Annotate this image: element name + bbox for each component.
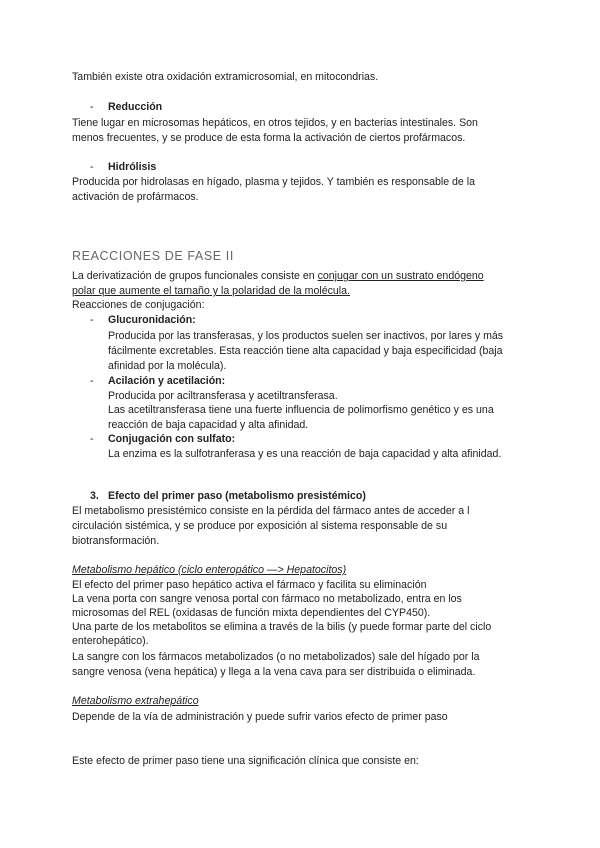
bullet-dash: - (90, 101, 94, 113)
fase2-intro-text: La derivatización de grupos funcionales consiste en (72, 270, 318, 282)
fase2-intro-underlined-2: polar que aumente el tamaño y la polaridad de la molécula. (72, 285, 350, 297)
fase2-intro-underlined-1: conjugar con un sustrato endógeno (317, 270, 484, 282)
paragraph-extramicrosomial: También existe otra oxidación extramicrosomial, en mitocondrias. (72, 71, 379, 83)
section-title-reduccion: Reducción (108, 101, 163, 113)
item-title-acilacion: Acilación y acetilación: (108, 375, 226, 387)
fase2-intro-line-1 (72, 269, 484, 283)
bullet-dash: - (90, 314, 94, 326)
sulfato-line-1: La enzima es la sulfotranferasa y es una reacción de baja capacidad y alta afinidad. (108, 448, 502, 460)
hidrolisis-line-1: Producida por hidrolasas en hígado, plasma y tejidos. Y también es responsable de la (72, 176, 476, 188)
extrahepatico-line-1: Depende de la vía de administración y puede sufrir varios efecto de primer paso (72, 711, 448, 723)
section-title-hidrolisis: Hidrólisis (108, 161, 157, 173)
heading-fase-ii: REACCIONES DE FASE II (72, 249, 234, 263)
acilacion-line-1: Producida por aciltransferasa y acetiltransferasa. (108, 390, 338, 402)
hepatico-line-4: Una parte de los metabolitos se elimina a través de la bilis (y puede formar parte del ciclo (72, 621, 492, 633)
reduccion-line-1: Tiene lugar en microsomas hepáticos, en otros tejidos, y en bacterias intestinales. Son (72, 117, 478, 129)
section-number: 3. (90, 490, 99, 502)
closing-paragraph: Este efecto de primer paso tiene una significación clínica que consiste en: (72, 755, 419, 767)
reduccion-line-2: menos frecuentes, y se produce de esta forma la activación de ciertos profármacos. (72, 132, 466, 144)
hidrolisis-line-2: activación de profármacos. (72, 191, 199, 203)
glucuronidacion-line-3: afinidad por la molécula). (108, 360, 227, 372)
subheading-metabolismo-hepatico: Metabolismo hepático (ciclo enteropático —> Hepatocitos) (72, 564, 347, 576)
item-title-glucuronidacion: Glucuronidación: (108, 314, 196, 326)
conjugation-label: Reacciones de conjugación: (72, 299, 205, 311)
hepatico-line-6: La sangre con los fármacos metabolizados (o no metabolizados) sale del hígado por la (72, 651, 480, 663)
primer-paso-line-1: El metabolismo presistémico consiste en la pérdida del fármaco antes de acceder a l (72, 505, 470, 517)
bullet-dash: - (90, 375, 94, 387)
primer-paso-line-2: circulación sistémica, y se produce por exposición al sistema responsable de su (72, 520, 448, 532)
acilacion-line-2: Las acetiltransferasa tiene una fuerte influencia de polimorfismo genético y es una (108, 404, 494, 416)
glucuronidacion-line-1: Producida por las transferasas, y los productos suelen ser inactivos, por lares y más (108, 330, 504, 342)
hepatico-line-2: La vena porta con sangre venosa portal con fármaco no metabolizado, entra en los (72, 593, 462, 605)
section-title-primer-paso: Efecto del primer paso (metabolismo presistémico) (108, 490, 366, 502)
subheading-metabolismo-extrahepatico: Metabolismo extrahepático (72, 695, 199, 707)
hepatico-line-7: sangre venosa (vena hepática) y llega a la vena cava para ser distribuida o eliminada. (72, 666, 476, 678)
bullet-dash: - (90, 161, 94, 173)
hepatico-line-1: El efecto del primer paso hepático activa el fármaco y facilita su eliminación (72, 579, 427, 591)
hepatico-line-3: microsomas del REL (oxidasas de función mixta dependientes del CYP450). (72, 607, 431, 619)
primer-paso-line-3: biotransformación. (72, 535, 160, 547)
glucuronidacion-line-2: fácilmente excretables. Esta reacción tiene alta capacidad y baja especificidad (baja (108, 345, 503, 357)
item-title-sulfato: Conjugación con sulfato: (108, 433, 236, 445)
acilacion-line-3: reacción de baja capacidad y alta afinidad. (108, 419, 309, 431)
bullet-dash: - (90, 433, 94, 445)
hepatico-line-5: enterohepático). (72, 635, 149, 647)
